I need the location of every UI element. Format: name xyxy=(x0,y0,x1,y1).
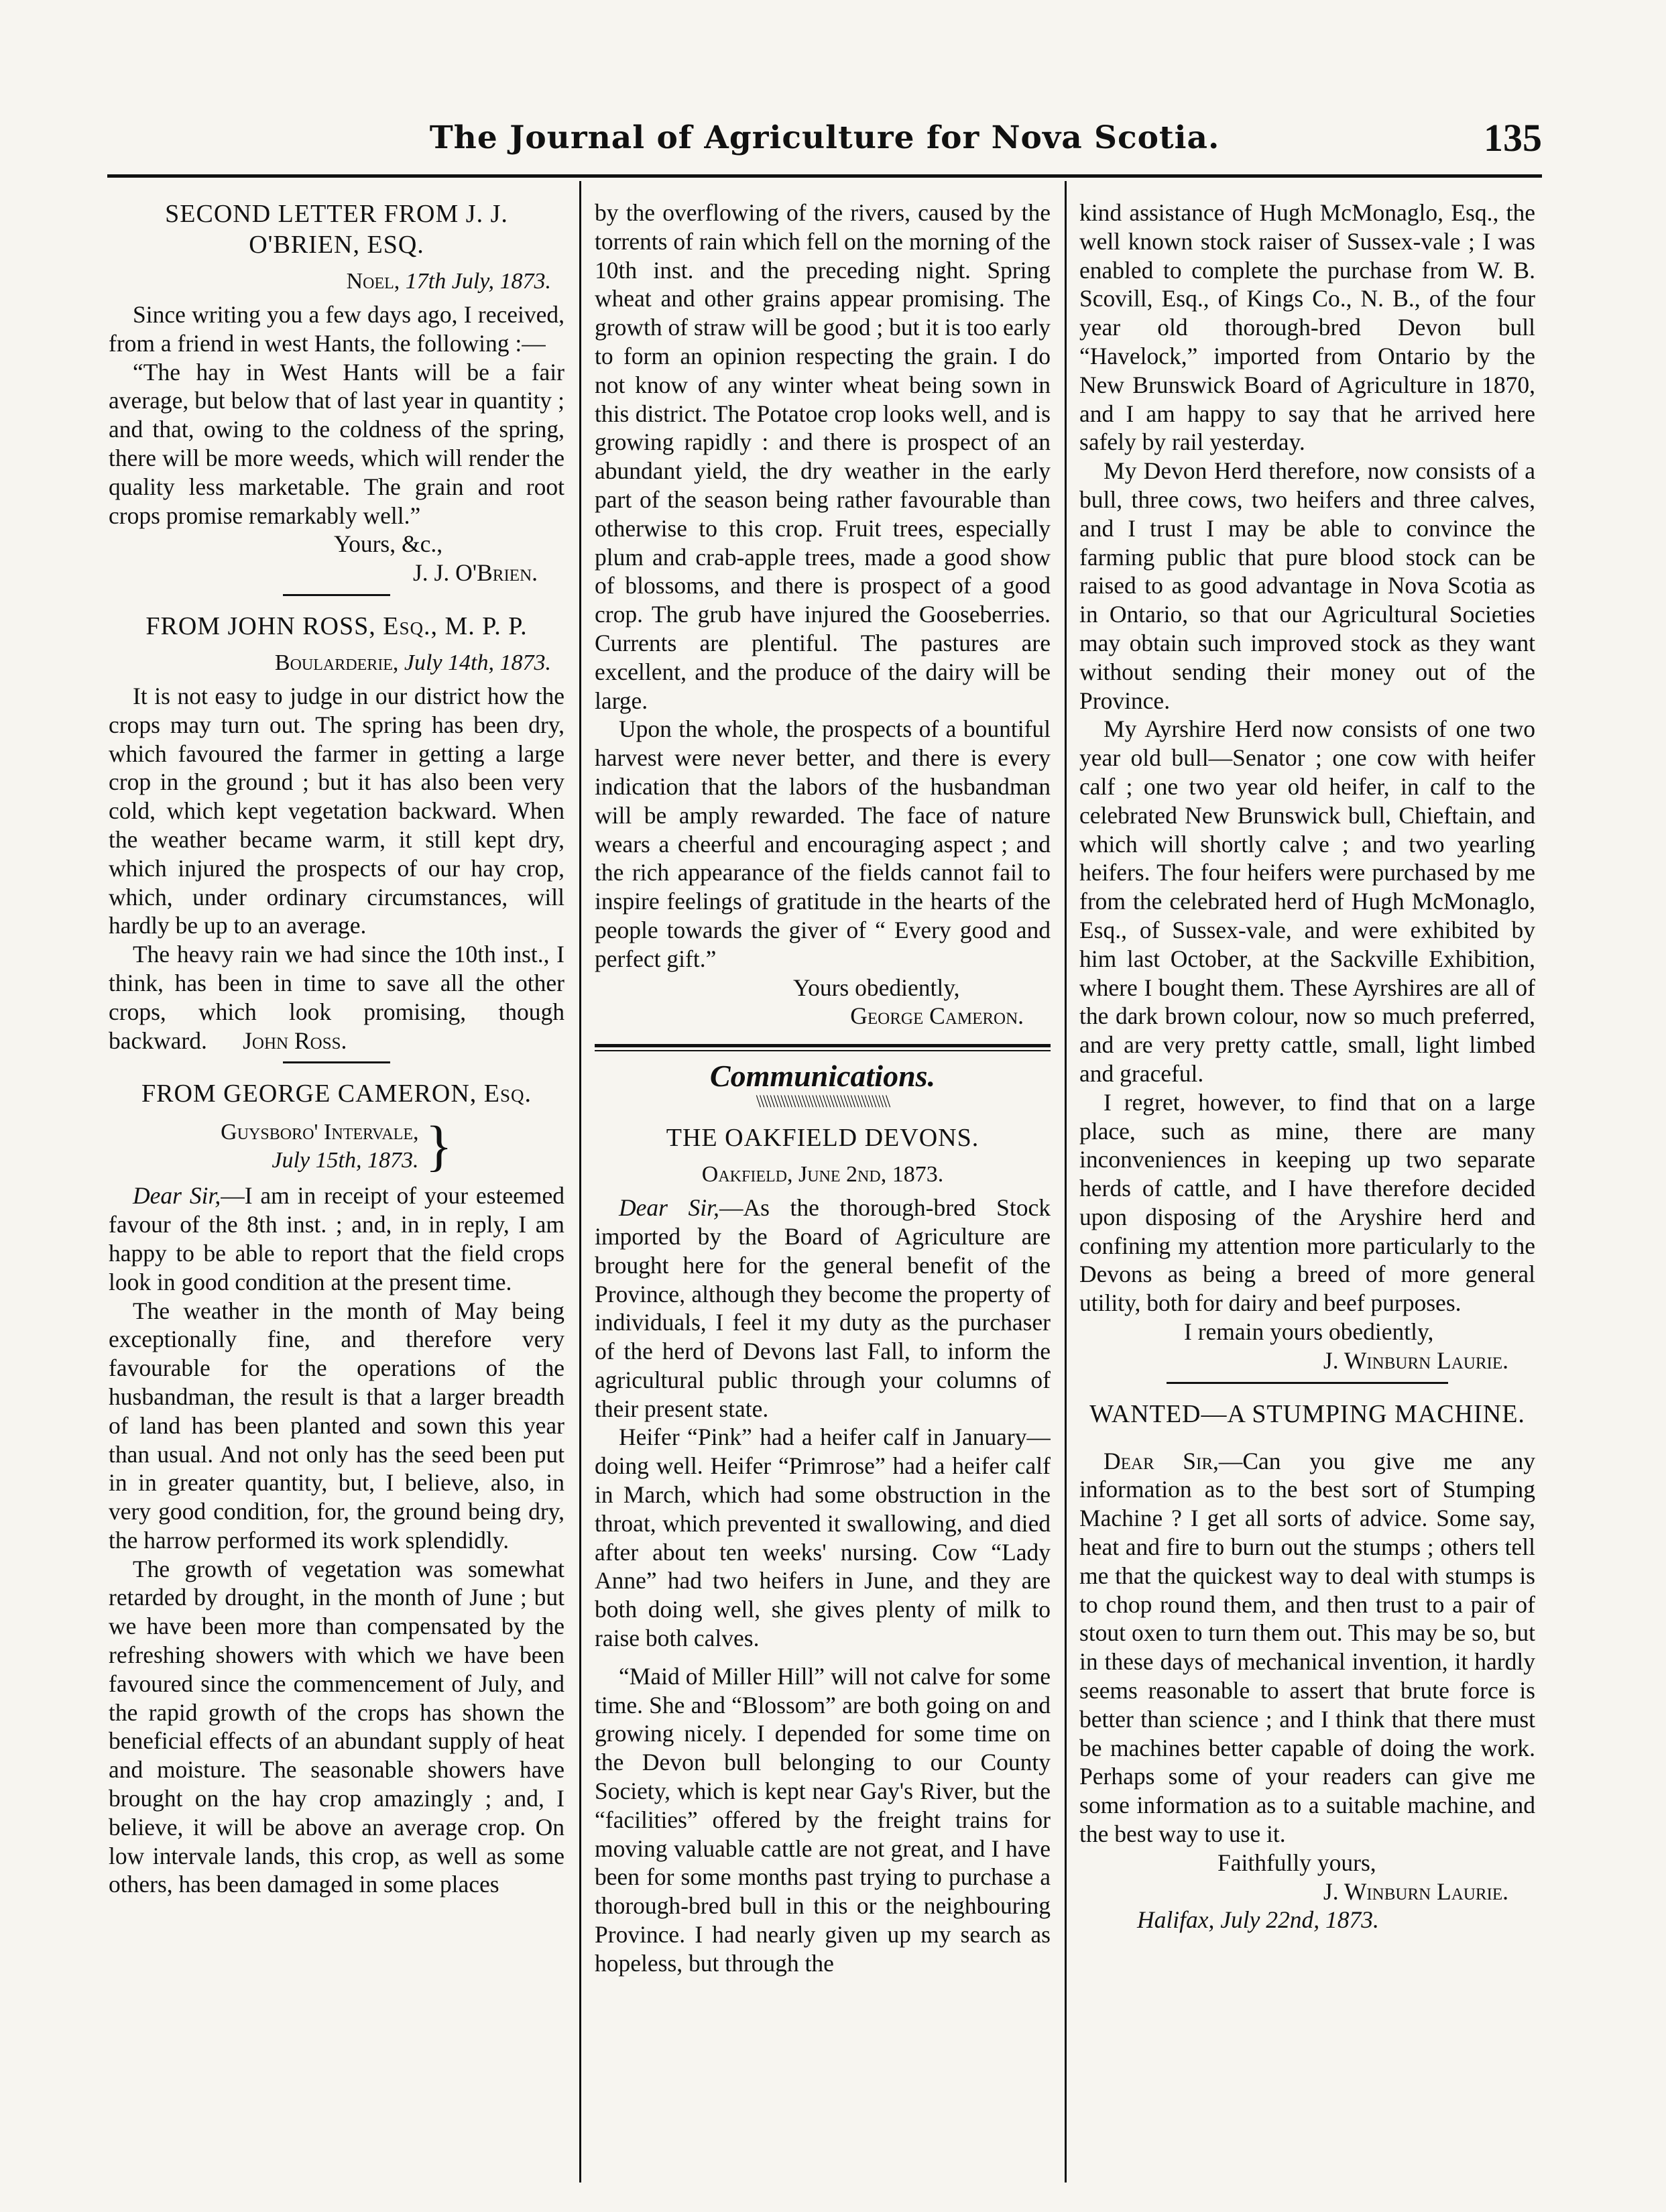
section-rule-thin xyxy=(595,1050,1051,1051)
signature: J. Winburn Laurie. xyxy=(1323,1346,1508,1374)
dateline-cameron xyxy=(109,1115,564,1178)
wavy-ornament: \\\\\\\\\\\\\\\\\\\\\\\\\\\\\\\\\\\\\\ xyxy=(756,1094,890,1110)
closing: Yours, &c., xyxy=(334,530,443,558)
column-3 xyxy=(1079,198,1535,2183)
column-1 xyxy=(109,198,564,2183)
paragraph: I regret, however, to find that on a large place, such as mine, there are many inconveniences in keeping up two separate herds of cattle, and I have therefore decided upon disposing of the Aryshire herd and confining my attention more particularly to the Devons as being a breed of more general utility, both for dairy and beef purposes. xyxy=(1079,1088,1535,1317)
divider-rule xyxy=(283,1061,390,1063)
salutation: Dear Sir, xyxy=(619,1194,719,1222)
dateline-ross xyxy=(109,648,564,678)
section-rule-thick xyxy=(595,1044,1051,1047)
page-header xyxy=(107,116,1542,173)
running-title: The Journal of Agriculture for Nova Scotia. xyxy=(429,119,1220,156)
divider-rule xyxy=(1167,1382,1448,1384)
salutation: Dear Sir, xyxy=(1104,1447,1219,1474)
paragraph: “Maid of Miller Hill” will not calve for some time. She and “Blossom” are both going on and growing nicely. I depended for some time on the Devon bull belonging to our County Society, which is kept near Gay's River, but the “facilities” offered by the freight trains for moving valuable cattle are not great, and I have been for some months past trying to purchase a thorough-bred bull in this or the neighbouring Province. I had nearly given up my search as hopeless, but through the xyxy=(595,1662,1051,1977)
paragraph: by the overflowing of the rivers, caused by the torrents of rain which fell on the morning of the 10th inst. and the preceding night. Spring wheat and other grains appear promising. The growth of straw will be good ; but it is too early to form an opinion respecting the grain. I do not know of any winter wheat being sown in this district. The Potatoe crop looks well, and is growing rapidly : and there is prospect of an abundant yield, the dry weather in the early part of the season being rather favourable than otherwise to this crop. Fruit trees, especially plum and crab-apple trees, made a good show of blossoms, and there is prospect of a good crop. The grub have injured the Gooseberries. Currents are plentiful. The pastures are excellent, and the produce of the dairy will be large. xyxy=(595,199,1051,714)
brace-glyph: } xyxy=(425,1115,453,1178)
paragraph: Upon the whole, the prospects of a bountiful harvest were never better, and there is every indication that the labors of the husbandman will be amply rewarded. The face of nature wears a cheerful and encouraging aspect ; and the rich appearance of the fields cannot fail to inspire feelings of gratitude in the hearts of the people towards the giver of “ Every good and perfect gift.” xyxy=(595,715,1051,972)
dateline-obrien xyxy=(109,267,564,296)
column-2 xyxy=(595,198,1051,2183)
paragraph: Since writing you a few days ago, I received, from a friend in west Hants, the following :— xyxy=(109,301,564,357)
closing: I remain yours obediently, xyxy=(1184,1318,1434,1346)
salutation: Dear Sir, xyxy=(133,1182,221,1210)
dateline-place: Boularderie, xyxy=(274,650,399,675)
signature: George Cameron. xyxy=(850,1002,1024,1030)
closing: Faithfully yours, xyxy=(1217,1849,1376,1876)
paragraph xyxy=(109,940,564,1055)
signature: John Ross. xyxy=(243,1027,347,1054)
dateline-halifax: Halifax, July 22nd, 1873. xyxy=(1137,1906,1379,1934)
quoted-paragraph: “The hay in West Hants will be a fair average, but below that of last year in quantity ; and that, owing to the coldness of the spring, there will be more weeds, which will render the quality less marketable. The grain and root crops promise remarkably well.” xyxy=(109,358,564,529)
header-rule xyxy=(107,174,1542,178)
dateline-place: Guysboro' Intervale, xyxy=(221,1120,419,1145)
column-divider-1 xyxy=(579,181,581,2182)
paragraph-text: —As the thorough-bred Stock imported by the Board of Agriculture are brought here for the general benefit of the Province, although they become the property of individuals, I feel it my duty as the purchaser of the herd of Devons last Fall, to inform the agricultural public through your columns of their present state. xyxy=(595,1194,1051,1422)
article-title-cameron xyxy=(109,1078,564,1109)
paragraph: The weather in the month of May being exceptionally fine, and therefore very favourable for the operations of the husbandman, the result is that a larger breadth of land has been planted and sown this year than usual. And not only has the seed been put in in greater quantity, but, I believe, also, in very good condition, for, the ground being dry, the harrow performed its work splendidly. xyxy=(109,1297,564,1554)
dateline-place: Noel, xyxy=(346,269,400,294)
article-title-obrien: SECOND LETTER FROM J. J. O'BRIEN, ESQ. xyxy=(165,200,508,259)
signature: J. J. O'Brien. xyxy=(412,559,538,587)
paragraph: My Ayrshire Herd now consists of one two year old bull—Senator ; one cow with heifer calf ; one two year old heifer, in calf to the celebrated New Brunswick bull, Chieftain, and which will shortly calve ; and two yearling heifers. The four heifers were purchased by me from the celebrated herd of Hugh McMonaglo, Esq., of Sussex-vale, and were exhibited by him last October, at the Sackville Exhibition, where I bought them. These Ayrshires are all of the dark brown colour, now so much preferred, and are very pretty cattle, small, light limbed and graceful. xyxy=(1079,715,1535,1087)
title-main: FROM JOHN ROSS, xyxy=(145,612,376,640)
paragraph-text: —Can you give me any information as to the best sort of Stumping Machine ? I get all sorts of advice. Some say, heat and fire to burn out the stumps ; others tell me that the quickest way to deal with stumps is to chop round them, and then trust to a pair of stout oxen to turn them out. This may be so, but in these days of mechanical invention, it hardly seems reasonable to assert that brute force is better than science ; and I think that there must be machines better capable of doing the work. Perhaps some of your readers can give me some information as to a suitable machine, and the best way to use it. xyxy=(1079,1447,1535,1848)
dateline-date: July 15th, 1873. xyxy=(272,1148,419,1173)
paragraph: It is not easy to judge in our district how the crops may turn out. The spring has been dry, which favoured the farmer in getting a large crop in the ground ; but it has also been very cold, which kept vegetation backward. When the weather became warm, it still kept dry, which injured the prospects of our hay crop, which, under ordinary circumstances, will hardly be up to an average. xyxy=(109,682,564,939)
paragraph: My Devon Herd therefore, now consists of a bull, three cows, two heifers and three calves, and I trust I may be able to convince the farming public that pure blood stock can be raised to as good advantage in Nova Scotia as in Ontario, so that our Agricultural Societies may obtain such improved stock as they want without sending their money out of the Province. xyxy=(1079,457,1535,714)
paragraph: Heifer “Pink” had a heifer calf in January—doing well. Heifer “Primrose” had a heifer calf in March, which had some obstruction in the throat, which prevented it swallowing, and died after about ten weeks' nursing. Cow “Lady Anne” had two heifers in June, and they are both doing well, she gives plenty of milk to raise both calves. xyxy=(595,1423,1051,1652)
title-rest: Esq. xyxy=(483,1080,532,1108)
paragraph xyxy=(595,1194,1051,1423)
page-number: 135 xyxy=(1484,116,1542,160)
signature: J. Winburn Laurie. xyxy=(1323,1877,1508,1905)
article-title-oakfield: THE OAKFIELD DEVONS. xyxy=(666,1124,979,1153)
title-rest: Esq., M. P. P. xyxy=(383,612,528,640)
paragraph: kind assistance of Hugh McMonaglo, Esq., the well known stock raiser of Sussex-vale ; I was enabled to complete the purchase from W. B. Scovill, Esq., of Kings Co., N. B., of the four year old thorough-bred Devon bull “Havelock,” imported from Ontario by the New Brunswick Board of Agriculture in 1870, and I am happy to say that he arrived here safely by rail yesterday. xyxy=(1079,199,1535,456)
paragraph-text: The heavy rain we had since the 10th inst., I think, has been in time to save all the other crops, which look promising, though backward. xyxy=(109,941,564,1054)
paragraph xyxy=(1079,1447,1535,1849)
dateline-oakfield: Oakfield, June 2nd, 1873. xyxy=(701,1162,944,1187)
paragraph xyxy=(109,1181,564,1296)
section-heading: Communications. xyxy=(709,1059,936,1094)
column-divider-2 xyxy=(1065,181,1067,2182)
paragraph-text: —I am in receipt of your esteemed favour of the 8th inst. ; and, in in reply, I am happy to be able to report that the field crops look in good condition at the present time. xyxy=(109,1182,564,1295)
article-title-stumping: WANTED—A STUMPING MACHINE. xyxy=(1089,1399,1525,1428)
article-title-ross xyxy=(109,611,564,642)
closing: Yours obediently, xyxy=(793,974,960,1001)
divider-rule xyxy=(283,594,390,596)
paragraph: The growth of vegetation was somewhat retarded by drought, in the month of June ; but we have been more than compensated by the refreshing showers with which we have been favoured since the commencement of July, and the rapid growth of the crops has shown the beneficial effects of an abundant supply of heat and moisture. The seasonable showers have brought on the hay crop amazingly ; and, I believe, it will be above an average crop. On low intervale lands, this crop, as well as some others, has been damaged in some places xyxy=(109,1555,564,1898)
dateline-date: 17th July, 1873. xyxy=(405,269,551,294)
dateline-date: July 14th, 1873. xyxy=(404,650,551,675)
title-main: FROM GEORGE CAMERON, xyxy=(141,1080,477,1108)
